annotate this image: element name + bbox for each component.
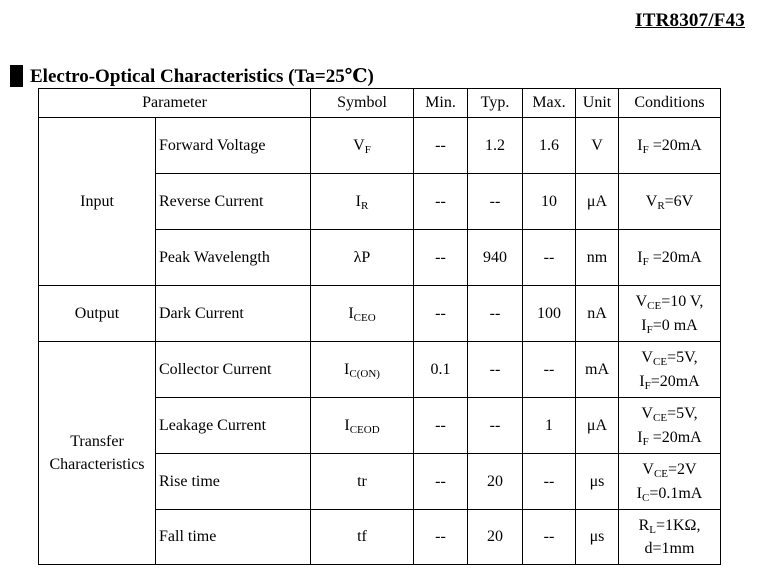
typ-cell: 20 [468, 510, 523, 565]
unit-cell: μs [576, 510, 619, 565]
typ-cell: 20 [468, 454, 523, 510]
symbol-subscript: C(ON) [349, 367, 380, 380]
symbol-cell [311, 510, 414, 565]
symbol-main: I [355, 192, 361, 210]
condition-main: R [638, 516, 650, 534]
parameter-cell: Reverse Current [156, 174, 311, 230]
condition-main: V [635, 293, 648, 311]
condition-subscript: CE [652, 356, 668, 369]
conditions-cell [619, 342, 721, 398]
condition-line [619, 426, 720, 449]
condition-value: =6V [664, 192, 694, 210]
parameter-cell: Rise time [156, 454, 311, 510]
header-unit: Unit [576, 89, 619, 118]
min-cell: -- [414, 454, 468, 510]
symbol-main: λP [353, 248, 371, 266]
group-transfer [39, 342, 156, 565]
conditions-cell [619, 286, 721, 342]
unit-cell: nA [576, 286, 619, 342]
condition-line [619, 290, 720, 313]
condition-main: I [637, 248, 643, 266]
condition-main: V [641, 405, 653, 423]
condition-line [619, 246, 720, 269]
group-label-line: Characteristics [49, 456, 145, 473]
condition-value: =20mA [648, 248, 702, 266]
condition-subscript: F [642, 435, 649, 448]
symbol-main: I [344, 416, 350, 434]
condition-main: V [642, 461, 654, 479]
condition-value: =10 V, [661, 293, 704, 311]
max-cell: -- [523, 510, 576, 565]
condition-subscript: CE [647, 300, 662, 313]
group-label-line: Input [80, 192, 114, 210]
max-cell: 100 [523, 286, 576, 342]
unit-cell: μs [576, 454, 619, 510]
parameter-cell: Collector Current [156, 342, 311, 398]
symbol-cell [311, 174, 414, 230]
condition-subscript: F [646, 323, 653, 336]
condition-main: d=1mm [644, 540, 695, 557]
unit-cell: V [576, 118, 619, 174]
parameter-cell: Leakage Current [156, 398, 311, 454]
symbol-subscript: CEOD [349, 423, 380, 436]
min-cell: -- [414, 230, 468, 286]
group-input [39, 118, 156, 286]
typ-cell: -- [468, 342, 523, 398]
square-bullet-icon [10, 65, 23, 87]
min-cell: -- [414, 286, 468, 342]
condition-line [619, 482, 720, 505]
conditions-cell [619, 398, 721, 454]
condition-line [619, 370, 720, 393]
condition-line [619, 314, 720, 337]
condition-value: =0 mA [652, 316, 698, 334]
conditions-cell [619, 230, 721, 286]
symbol-subscript: CEO [353, 311, 376, 324]
conditions-cell [619, 174, 721, 230]
parameter-cell: Dark Current [156, 286, 311, 342]
condition-value: =1KΩ, [655, 516, 701, 534]
condition-main: V [641, 349, 653, 367]
parameter-cell: Peak Wavelength [156, 230, 311, 286]
header-min: Min. [414, 89, 468, 118]
symbol-cell [311, 398, 414, 454]
condition-main: I [639, 372, 645, 390]
header-parameter: Parameter [39, 89, 311, 118]
condition-value: =20mA [650, 372, 700, 390]
group-output [39, 286, 156, 342]
condition-line [619, 346, 720, 369]
min-cell: 0.1 [414, 342, 468, 398]
symbol-cell [311, 118, 414, 174]
symbol-cell [311, 454, 414, 510]
header-typ: Typ. [468, 89, 523, 118]
condition-subscript: R [657, 199, 665, 212]
unit-cell: μA [576, 174, 619, 230]
max-cell: 1.6 [523, 118, 576, 174]
header-max: Max. [523, 89, 576, 118]
symbol-cell [311, 286, 414, 342]
table-row [39, 118, 721, 174]
max-cell: 10 [523, 174, 576, 230]
min-cell: -- [414, 510, 468, 565]
condition-line [619, 537, 720, 560]
symbol-cell [311, 342, 414, 398]
header-row [39, 89, 721, 118]
typ-cell: 940 [468, 230, 523, 286]
unit-cell: mA [576, 342, 619, 398]
symbol-cell [311, 230, 414, 286]
symbol-subscript: R [360, 199, 369, 212]
condition-subscript: F [642, 255, 649, 268]
typ-cell: -- [468, 174, 523, 230]
header-conditions: Conditions [619, 89, 721, 118]
unit-cell: μA [576, 398, 619, 454]
part-number: ITR8307/F43 [635, 10, 745, 31]
condition-value: =2V [668, 461, 697, 479]
min-cell: -- [414, 118, 468, 174]
table-row [39, 286, 721, 342]
min-cell: -- [414, 398, 468, 454]
symbol-main: I [348, 304, 354, 322]
condition-line [619, 402, 720, 425]
condition-value: =5V, [667, 405, 698, 423]
conditions-cell [619, 454, 721, 510]
max-cell: -- [523, 230, 576, 286]
symbol-main: tr [357, 472, 367, 490]
group-label-line: Transfer [70, 432, 124, 450]
max-cell: -- [523, 454, 576, 510]
condition-main: I [637, 428, 643, 446]
min-cell: -- [414, 174, 468, 230]
condition-main: I [637, 136, 643, 154]
condition-value: =20mA [648, 136, 702, 154]
table-row [39, 342, 721, 398]
condition-subscript: F [644, 379, 651, 392]
typ-cell: -- [468, 398, 523, 454]
condition-subscript: CE [653, 468, 669, 481]
condition-subscript: L [649, 523, 656, 536]
unit-cell: nm [576, 230, 619, 286]
parameter-cell: Forward Voltage [156, 118, 311, 174]
condition-main: I [641, 316, 647, 334]
typ-cell: -- [468, 286, 523, 342]
symbol-main: V [353, 136, 365, 154]
max-cell: 1 [523, 398, 576, 454]
characteristics-table [38, 88, 721, 565]
condition-value: =20mA [648, 428, 702, 446]
condition-subscript: C [641, 491, 650, 504]
symbol-subscript: F [364, 143, 371, 156]
condition-main: I [636, 484, 642, 502]
condition-line [619, 514, 720, 537]
parameter-cell: Fall time [156, 510, 311, 565]
condition-value: =5V, [667, 349, 698, 367]
condition-subscript: F [642, 143, 649, 156]
typ-cell: 1.2 [468, 118, 523, 174]
conditions-cell [619, 510, 721, 565]
condition-line [619, 190, 720, 213]
conditions-cell [619, 118, 721, 174]
section-heading [10, 63, 374, 89]
condition-main: V [645, 192, 658, 210]
condition-subscript: CE [652, 412, 668, 425]
condition-line [619, 458, 720, 481]
symbol-main: tf [357, 528, 367, 546]
group-label-line: Output [74, 304, 120, 322]
max-cell: -- [523, 342, 576, 398]
condition-line [619, 134, 720, 157]
section-heading-text: Electro-Optical Characteristics (Ta=25℃) [30, 65, 374, 87]
condition-value: =0.1mA [649, 484, 703, 502]
header-symbol: Symbol [311, 89, 414, 118]
symbol-main: I [344, 360, 350, 378]
